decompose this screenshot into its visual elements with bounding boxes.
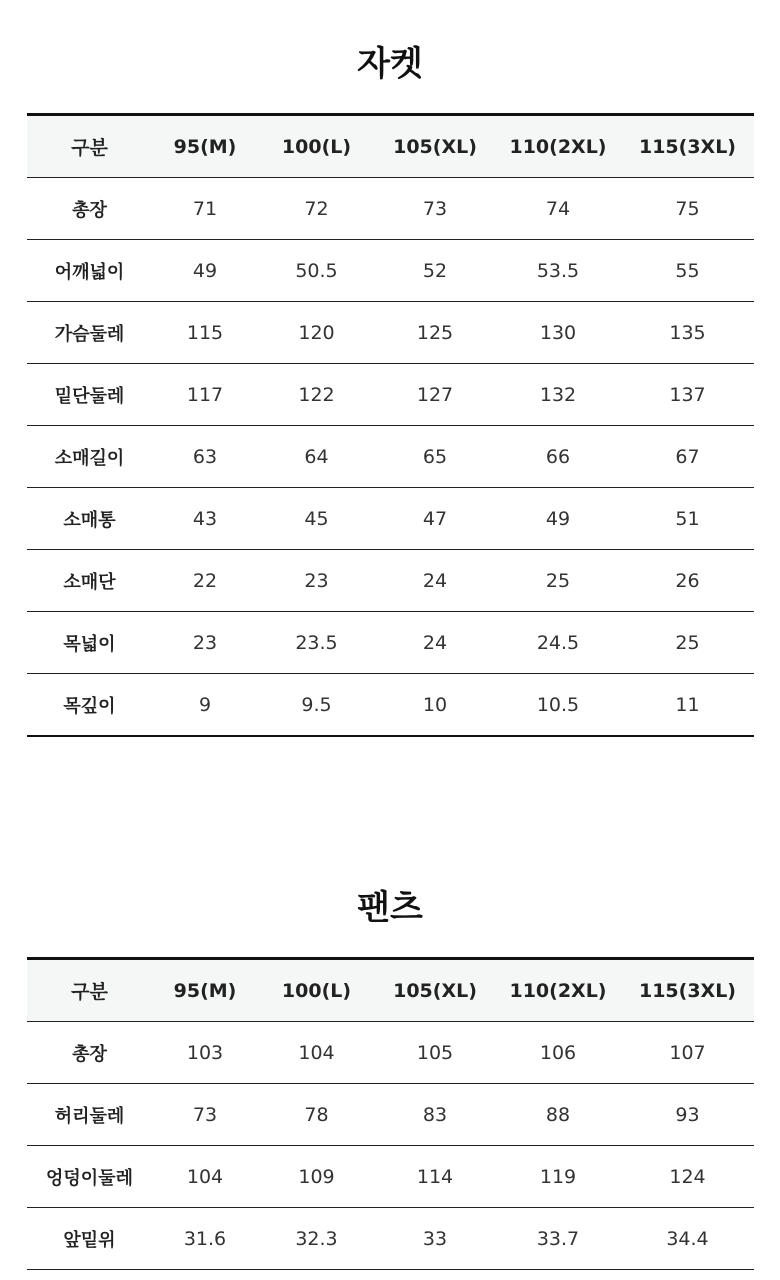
table-row xyxy=(27,488,754,550)
header-size-cell: 115(3XL) xyxy=(621,115,754,178)
measurement-cell: 66 xyxy=(495,426,621,488)
header-size-cell: 105(XL) xyxy=(375,115,495,178)
table-header-row xyxy=(27,115,754,178)
row-label-cell: 소매길이 xyxy=(27,426,152,488)
table-row xyxy=(27,674,754,737)
measurement-cell: 9 xyxy=(198,693,212,716)
measurement-cell: 127 xyxy=(375,364,495,426)
header-size-cell: 95(M) xyxy=(152,959,258,1022)
row-label-cell: 소매통 xyxy=(27,488,152,550)
pants-section-title: 팬츠 xyxy=(357,888,423,928)
measurement-cell: 24 xyxy=(375,550,495,612)
measurement-cell: 9.5 xyxy=(301,693,332,716)
row-label-cell: 밑단둘레 xyxy=(27,364,152,426)
measurement-cell: 33 xyxy=(375,1208,495,1270)
header-category-cell: 구분 xyxy=(27,959,152,1022)
row-label-cell: 목넓이 xyxy=(27,612,152,674)
table-row xyxy=(27,1084,754,1146)
row-label-cell: 목깊이 xyxy=(63,695,116,717)
measurement-cell: 71 xyxy=(152,178,258,240)
row-label-cell: 총장 xyxy=(27,178,152,240)
table-row xyxy=(27,1146,754,1208)
row-label-cell: 앞밑위 xyxy=(27,1208,152,1270)
pants-size-table xyxy=(27,957,754,1270)
measurement-cell: 73 xyxy=(152,1084,258,1146)
measurement-cell: 119 xyxy=(495,1146,621,1208)
measurement-cell: 33.7 xyxy=(495,1208,621,1270)
measurement-cell: 52 xyxy=(375,240,495,302)
measurement-cell: 64 xyxy=(258,426,375,488)
table-row xyxy=(27,426,754,488)
measurement-cell: 25 xyxy=(621,612,754,674)
measurement-cell: 32.3 xyxy=(258,1208,375,1270)
measurement-cell: 130 xyxy=(495,302,621,364)
measurement-cell: 93 xyxy=(621,1084,754,1146)
measurement-cell: 26 xyxy=(621,550,754,612)
measurement-cell: 103 xyxy=(152,1022,258,1084)
row-label-cell: 허리둘레 xyxy=(27,1084,152,1146)
table-row xyxy=(27,612,754,674)
measurement-cell: 51 xyxy=(621,488,754,550)
measurement-cell: 10.5 xyxy=(536,693,580,716)
jacket-size-table xyxy=(27,113,754,737)
measurement-cell: 63 xyxy=(152,426,258,488)
measurement-cell: 137 xyxy=(621,364,754,426)
jacket-section-title: 자켓 xyxy=(357,44,423,84)
measurement-cell: 24.5 xyxy=(495,612,621,674)
measurement-cell: 55 xyxy=(621,240,754,302)
measurement-cell: 49 xyxy=(152,240,258,302)
measurement-cell: 31.6 xyxy=(152,1208,258,1270)
measurement-cell: 75 xyxy=(621,178,754,240)
measurement-cell: 34.4 xyxy=(621,1208,754,1270)
measurement-cell: 114 xyxy=(375,1146,495,1208)
row-label-cell: 가슴둘레 xyxy=(27,302,152,364)
measurement-cell: 43 xyxy=(152,488,258,550)
measurement-cell: 107 xyxy=(621,1022,754,1084)
measurement-cell: 65 xyxy=(375,426,495,488)
row-label-cell: 소매단 xyxy=(27,550,152,612)
measurement-cell: 25 xyxy=(495,550,621,612)
measurement-cell: 72 xyxy=(258,178,375,240)
measurement-cell: 45 xyxy=(258,488,375,550)
header-size-cell: 110(2XL) xyxy=(495,959,621,1022)
measurement-cell: 67 xyxy=(621,426,754,488)
measurement-cell: 53.5 xyxy=(495,240,621,302)
measurement-cell: 135 xyxy=(621,302,754,364)
measurement-cell: 24 xyxy=(375,612,495,674)
measurement-cell: 132 xyxy=(495,364,621,426)
header-size-cell: 100(L) xyxy=(258,115,375,178)
header-size-cell: 115(3XL) xyxy=(621,959,754,1022)
measurement-cell: 109 xyxy=(258,1146,375,1208)
table-row xyxy=(27,178,754,240)
measurement-cell: 50.5 xyxy=(258,240,375,302)
measurement-cell: 88 xyxy=(495,1084,621,1146)
table-header-row xyxy=(27,959,754,1022)
header-size-cell: 95(M) xyxy=(152,115,258,178)
measurement-cell: 10 xyxy=(422,693,448,716)
measurement-cell: 125 xyxy=(375,302,495,364)
measurement-cell: 22 xyxy=(152,550,258,612)
measurement-cell: 23 xyxy=(258,550,375,612)
measurement-cell: 117 xyxy=(152,364,258,426)
measurement-cell: 74 xyxy=(495,178,621,240)
measurement-cell: 104 xyxy=(258,1022,375,1084)
header-size-cell: 110(2XL) xyxy=(495,115,621,178)
measurement-cell: 73 xyxy=(375,178,495,240)
header-size-cell: 100(L) xyxy=(258,959,375,1022)
measurement-cell: 23.5 xyxy=(258,612,375,674)
measurement-cell: 83 xyxy=(375,1084,495,1146)
measurement-cell: 105 xyxy=(375,1022,495,1084)
measurement-cell: 115 xyxy=(152,302,258,364)
table-row xyxy=(27,240,754,302)
row-label-cell: 엉덩이둘레 xyxy=(27,1146,152,1208)
table-row xyxy=(27,1208,754,1270)
row-label-cell: 어깨넓이 xyxy=(27,240,152,302)
measurement-cell: 47 xyxy=(375,488,495,550)
measurement-cell: 106 xyxy=(495,1022,621,1084)
header-category-cell: 구분 xyxy=(27,115,152,178)
table-row xyxy=(27,302,754,364)
measurement-cell: 23 xyxy=(152,612,258,674)
measurement-cell: 49 xyxy=(495,488,621,550)
measurement-cell: 11 xyxy=(675,693,700,716)
table-row xyxy=(27,1022,754,1084)
header-size-cell: 105(XL) xyxy=(375,959,495,1022)
table-row xyxy=(27,550,754,612)
measurement-cell: 104 xyxy=(152,1146,258,1208)
measurement-cell: 122 xyxy=(258,364,375,426)
measurement-cell: 120 xyxy=(258,302,375,364)
row-label-cell: 총장 xyxy=(27,1022,152,1084)
measurement-cell: 78 xyxy=(258,1084,375,1146)
measurement-cell: 124 xyxy=(621,1146,754,1208)
table-row xyxy=(27,364,754,426)
